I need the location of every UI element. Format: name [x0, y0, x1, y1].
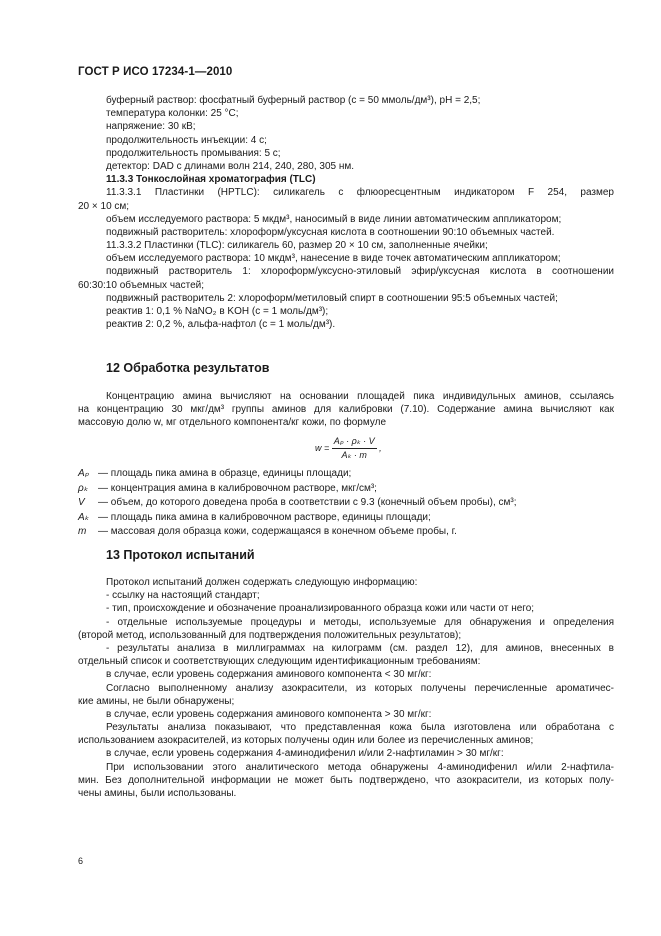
- legend-symbol: V: [78, 497, 85, 509]
- legend-item: [78, 482, 614, 497]
- section-12-title: 12 Обработка результатов: [106, 361, 270, 375]
- text-line: объем исследуемого раствора: 10 мкдм³, нанесение в виде точек автоматическим аппликатором;: [106, 253, 561, 265]
- text-line: использованием азокрасителей, из которых получены один или более из перечисленных аминов;: [78, 735, 534, 747]
- text-line: в случае, если уровень содержания аминового компонента < 30 мг/кг:: [106, 669, 432, 681]
- text-line: в случае, если уровень содержания аминового компонента > 30 мг/кг:: [106, 708, 432, 720]
- legend-symbol: ρₖ: [78, 482, 88, 494]
- text-line: Результаты анализа показывают, что представленная кожа была изготовлена или обработана с: [106, 722, 614, 734]
- legend-item: [78, 511, 614, 526]
- legend-symbol: Aₚ: [78, 468, 89, 479]
- text-line: - тип, происхождение и обозначение проанализированного образца кожи или части от него;: [106, 603, 535, 615]
- text-line: - результаты анализа в миллиграммах на килограмм (см. раздел 12), для аминов, внесенных в: [106, 642, 614, 654]
- document-header: ГОСТ Р ИСО 17234-1—2010: [78, 66, 233, 78]
- text-line: буферный раствор: фосфатный буферный раствор (c = 50 ммоль/дм³), pH = 2,5;: [106, 95, 481, 106]
- text-line: объем исследуемого раствора: 5 мкдм³, наносимый в виде линии автоматическим аппликатором;: [106, 213, 562, 225]
- legend-text: — объем, до которого доведена проба в соответствии с 9.3 (конечный объем пробы), см³;: [98, 497, 517, 509]
- text-line: - отдельные используемые процедуры и методы, используемые для обнаружения и определения: [106, 616, 614, 628]
- formula-denominator: Aₖ · m: [341, 450, 367, 460]
- text-line: чены амины, были использованы.: [78, 788, 237, 799]
- page-number: 6: [78, 856, 84, 866]
- text-line: подвижный растворитель 2: хлороформ/метиловый спирт в соотношении 95:5 объемных частей;: [106, 292, 558, 304]
- legend-text: — массовая доля образца кожи, содержащаяся в конечном объеме пробы, г.: [98, 526, 457, 538]
- section-12-text: [78, 390, 614, 430]
- text-line: отдельный список и соответствующих следующим идентификационным требованиям:: [78, 656, 481, 668]
- text-line: подвижный растворитель: хлороформ/уксусная кислота в соотношении 90:10 объемных частей.: [106, 226, 555, 238]
- section-11-text: [78, 94, 614, 331]
- section-13-title: 13 Протокол испытаний: [106, 548, 255, 562]
- text-line: в случае, если уровень содержания 4-аминодифенил и/или 2-нафтиламин > 30 мг/кг:: [106, 748, 504, 760]
- legend-item: [78, 525, 614, 540]
- formula-fraction: [332, 436, 377, 461]
- text-line: 60:30:10 объемных частей;: [78, 279, 205, 291]
- text-line: детектор: DAD с длинами волн 214, 240, 280, 305 нм.: [106, 160, 355, 172]
- text-line: При использовании этого аналитического метода обнаружены 4-аминодифенил и/или 2-нафтила-: [106, 761, 614, 773]
- text-line: напряжение: 30 кВ;: [106, 121, 196, 133]
- legend-symbol: Aₖ: [78, 511, 89, 523]
- formula: [315, 436, 382, 461]
- text-line: 20 × 10 см;: [78, 200, 130, 212]
- text-line: массовую долю w, мг отдельного компонента/кг кожи, по формуле: [78, 417, 387, 429]
- text-line: Протокол испытаний должен содержать следующую информацию:: [106, 577, 418, 588]
- legend-item: [78, 496, 614, 511]
- text-line: продолжительность инъекции: 4 с;: [106, 134, 267, 146]
- subsection-title: 11.3.3 Тонкослойная хроматография (TLC): [106, 174, 316, 186]
- legend-text: — площадь пика амина в образце, единицы площади;: [98, 468, 352, 479]
- text-line: (второй метод, использованный для подтверждения положительных результатов);: [78, 629, 462, 641]
- legend-item: [78, 467, 614, 482]
- legend-text: — концентрация амина в калибровочном растворе, мкг/см³;: [98, 482, 377, 494]
- section-13-text: [78, 576, 614, 800]
- text-line: реактив 2: 0,2 %, альфа-нафтол (c = 1 моль/дм³).: [106, 319, 336, 331]
- text-line: 11.3.3.1 Пластинки (HPTLC): силикагель c флюоресцентным индикатором F 254, размер: [106, 187, 614, 199]
- formula-tail: ,: [379, 442, 382, 453]
- formula-numerator: Aₚ · ρₖ · V: [332, 436, 377, 449]
- text-line: реактив 1: 0,1 % NaNO₂ в KOH (c = 1 моль/дм³);: [106, 306, 329, 317]
- text-line: подвижный растворитель 1: хлороформ/уксусно-этиловый эфир/уксусная кислота в соотношении: [106, 266, 614, 278]
- legend-symbol: m: [78, 526, 87, 538]
- text-line: Концентрацию амина вычисляют на основании площадей пика индивидульных аминов, ссылаясь: [106, 391, 614, 402]
- text-line: на концентрацию 30 мкг/дм³ группы аминов для калибровки (7.10). Содержание амина вычисляют как: [78, 404, 614, 416]
- formula-lhs: w =: [315, 442, 330, 453]
- text-line: кие амины, не были обнаружены;: [78, 695, 235, 707]
- text-line: продолжительность промывания: 5 с;: [106, 147, 281, 159]
- text-line: - ссылку на настоящий стандарт;: [106, 590, 260, 602]
- text-line: 11.3.3.2 Пластинки (TLC): силикагель 60, размер 20 × 10 см, заполненные ячейки;: [106, 240, 488, 252]
- text-line: мин. Без дополнительной информации не может быть подтверждено, что азокрасители, из которых полу-: [78, 774, 614, 786]
- legend-text: — площадь пика амина в калибровочном растворе, единицы площади;: [98, 511, 431, 523]
- text-line: Согласно выполненному анализу азокрасители, из которых получены перечисленные ароматичес-: [106, 682, 614, 694]
- formula-legend: [78, 467, 614, 540]
- text-line: температура колонки: 25 °C;: [106, 108, 239, 120]
